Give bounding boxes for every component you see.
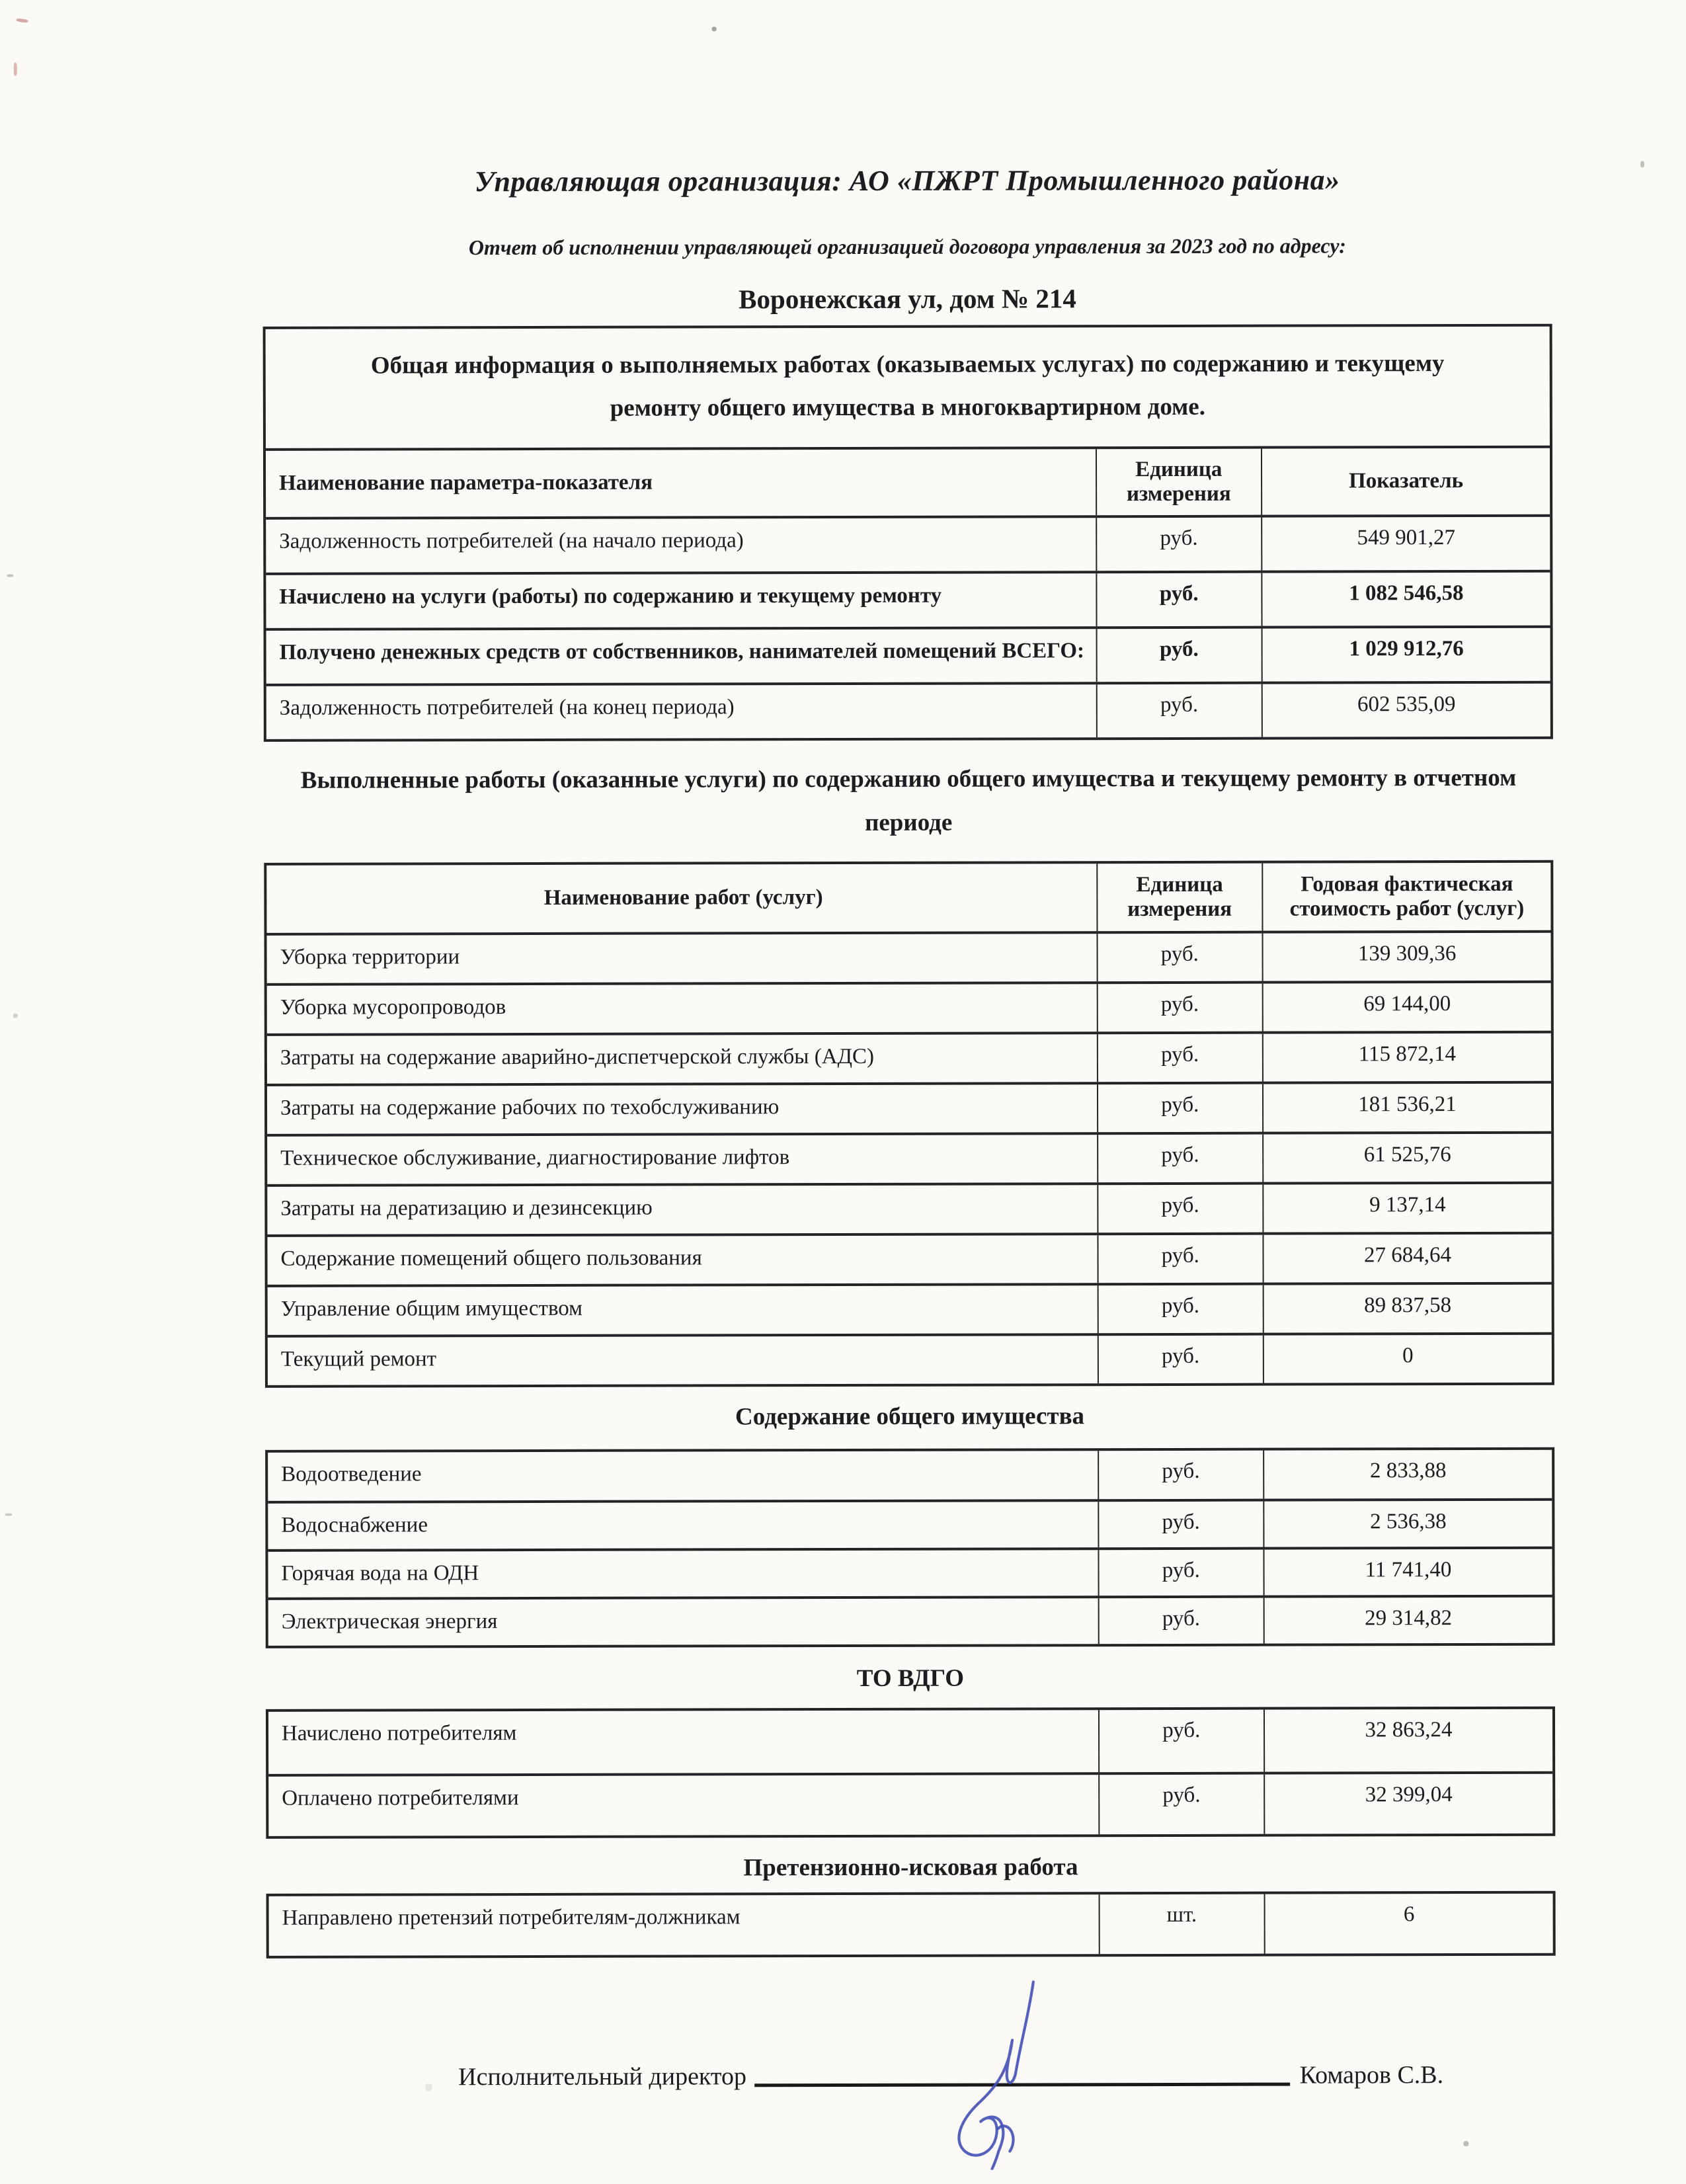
works-header-row	[266, 862, 1550, 932]
column-header-unit: Единица измерения	[1095, 448, 1262, 515]
row-value-cell: 9 137,14	[1369, 1192, 1446, 1217]
maintenance-table	[265, 1447, 1555, 1648]
table-row	[266, 514, 1550, 572]
row-name-cell: Начислено на услуги (работы) по содержанию и текущему ремонту	[279, 583, 942, 609]
page-subtitle: Отчет об исполнении управляющей организацией договора управления за 2023 год по адресу:	[468, 233, 1346, 260]
signer-title: Исполнительный директор	[458, 2062, 747, 2091]
row-value-cell: 29 314,82	[1365, 1606, 1453, 1631]
signature-block	[266, 2060, 1556, 2092]
general-info-table	[263, 324, 1553, 742]
table-row	[267, 1080, 1551, 1133]
row-unit-cell: руб.	[1097, 1184, 1264, 1233]
row-unit-cell: руб.	[1097, 1134, 1264, 1182]
row-name-cell: Техническое обслуживание, диагностирование лифтов	[280, 1145, 790, 1170]
scan-speck	[712, 26, 717, 31]
row-value-cell: 32 399,04	[1365, 1783, 1453, 1807]
table-row	[268, 1771, 1552, 1836]
row-unit-cell: руб.	[1096, 573, 1263, 626]
row-value-cell: 181 536,21	[1358, 1092, 1457, 1117]
row-value-cell: 69 144,00	[1363, 991, 1451, 1016]
row-name-cell: Затраты на содержание аварийно-диспетчерской службы (АДС)	[280, 1044, 875, 1070]
row-unit-cell: руб.	[1098, 1775, 1265, 1835]
row-unit-cell: шт.	[1098, 1894, 1265, 1955]
claims-section-title: Претензионно-исковая работа	[743, 1853, 1078, 1882]
row-value-cell: 2 536,38	[1370, 1510, 1447, 1534]
scan-speck	[5, 1514, 12, 1516]
row-name-cell: Затраты на дератизацию и дезинсекцию	[280, 1195, 653, 1221]
scan-speck	[16, 18, 28, 22]
row-unit-cell: руб.	[1096, 517, 1263, 571]
row-value-cell: 6	[1403, 1902, 1415, 1927]
scan-speck	[7, 575, 13, 577]
table-row	[268, 1547, 1552, 1598]
row-value-cell: 0	[1402, 1343, 1414, 1367]
handwritten-signature	[934, 1976, 1074, 2169]
row-value-cell: 89 837,58	[1364, 1293, 1452, 1318]
table-row	[266, 680, 1550, 739]
row-unit-cell: руб.	[1098, 1550, 1265, 1596]
row-name-cell: Электрическая энергия	[281, 1609, 498, 1634]
row-value-cell: 549 901,27	[1357, 525, 1456, 549]
row-unit-cell: руб.	[1096, 684, 1263, 737]
column-header-unit: Единица измерения	[1096, 863, 1264, 931]
page-title: Управляющая организация: АО «ПЖРТ Промышленного района»	[474, 163, 1340, 198]
row-value-cell: 11 741,40	[1365, 1558, 1452, 1582]
works-section-title: Выполненные работы (оказанные услуги) по содержанию общего имущества и текущему ремонту в отчетном периоде	[300, 764, 1517, 837]
row-name-cell: Содержание помещений общего пользования	[280, 1246, 702, 1271]
row-unit-cell: руб.	[1098, 1710, 1265, 1773]
row-unit-cell: руб.	[1097, 1285, 1264, 1333]
scan-speck	[14, 63, 17, 76]
column-header-work-name: Наименование работ (услуг)	[543, 885, 823, 910]
row-unit-cell: руб.	[1096, 933, 1264, 981]
row-value-cell: 602 535,09	[1357, 692, 1456, 716]
vdgo-section-title: ТО ВДГО	[856, 1664, 965, 1693]
general-info-header-row	[266, 445, 1550, 516]
row-name-cell: Уборка мусоропроводов	[280, 994, 506, 1020]
table-row	[268, 1709, 1552, 1774]
row-name-cell: Оплачено потребителями	[282, 1786, 519, 1811]
table-row	[269, 1894, 1553, 1956]
row-name-cell: Задолженность потребителей (на конец периода)	[279, 694, 735, 720]
column-header-parameter: Наименование параметра-показателя	[279, 470, 653, 495]
row-value-cell: 1 029 912,76	[1349, 636, 1464, 661]
table-row	[267, 1231, 1551, 1284]
column-header-annual-cost: Годовая фактическая стоимость работ (услуг)	[1289, 871, 1525, 921]
table-row	[266, 625, 1550, 683]
works-table	[264, 860, 1554, 1387]
scan-speck	[425, 2083, 432, 2091]
table-row	[268, 1450, 1552, 1501]
scan-speck	[1640, 161, 1644, 167]
row-name-cell: Водоотведение	[281, 1462, 422, 1486]
row-name-cell: Уборка территории	[280, 944, 460, 969]
row-unit-cell: руб.	[1097, 1084, 1264, 1132]
row-name-cell: Текущий ремонт	[280, 1346, 437, 1371]
row-unit-cell: руб.	[1097, 1234, 1264, 1283]
table-row	[268, 1595, 1552, 1646]
row-name-cell: Затраты на содержание рабочих по техобслуживанию	[280, 1094, 780, 1120]
table-row	[268, 1498, 1552, 1549]
row-unit-cell: руб.	[1098, 1451, 1265, 1500]
row-value-cell: 139 309,36	[1357, 941, 1457, 966]
row-unit-cell: руб.	[1096, 1033, 1264, 1082]
row-name-cell: Начислено потребителям	[281, 1721, 517, 1746]
table-row	[267, 1181, 1551, 1234]
scan-speck	[1463, 2141, 1468, 2146]
row-value-cell: 1 082 546,58	[1349, 581, 1464, 605]
row-value-cell: 61 525,76	[1363, 1142, 1451, 1167]
table-row	[268, 1332, 1552, 1385]
row-value-cell: 115 872,14	[1358, 1041, 1457, 1067]
column-header-indicator: Показатель	[1349, 469, 1464, 493]
row-value-cell: 2 833,88	[1369, 1459, 1447, 1483]
scan-speck	[13, 1014, 18, 1018]
signature-line	[754, 2078, 1291, 2087]
row-unit-cell: руб.	[1098, 1598, 1265, 1644]
row-value-cell: 27 684,64	[1363, 1242, 1452, 1268]
table-row	[266, 569, 1550, 627]
row-name-cell: Водоснабжение	[281, 1513, 428, 1537]
row-unit-cell: руб.	[1096, 628, 1263, 682]
table-row	[267, 1030, 1551, 1083]
vdgo-table	[266, 1707, 1555, 1839]
table-row	[267, 980, 1551, 1033]
claims-table	[266, 1891, 1556, 1959]
row-unit-cell: руб.	[1097, 1335, 1264, 1383]
row-unit-cell: руб.	[1098, 1502, 1265, 1548]
document-content	[262, 163, 1556, 2092]
row-name-cell: Направлено претензий потребителям-должникам	[282, 1905, 741, 1930]
table-row	[266, 930, 1550, 983]
row-value-cell: 32 863,24	[1365, 1718, 1453, 1742]
row-name-cell: Горячая вода на ОДН	[281, 1561, 479, 1586]
table-row	[268, 1281, 1552, 1334]
maintenance-section-title: Содержание общего имущества	[735, 1402, 1085, 1431]
row-name-cell: Управление общим имуществом	[280, 1296, 583, 1321]
row-unit-cell: руб.	[1096, 983, 1264, 1031]
address-line: Воронежская ул, дом № 214	[739, 283, 1076, 315]
row-name-cell: Получено денежных средств от собственников, нанимателей помещений ВСЕГО:	[279, 638, 1085, 665]
general-info-caption: Общая информация о выполняемых работах (оказываемых услугах) по содержанию и текущему ремонту общего имущества в многоквартирном доме.	[370, 350, 1445, 422]
table-row	[267, 1131, 1551, 1184]
row-name-cell: Задолженность потребителей (на начало периода)	[279, 528, 744, 553]
signer-name: Комаров С.В.	[1299, 2060, 1444, 2089]
